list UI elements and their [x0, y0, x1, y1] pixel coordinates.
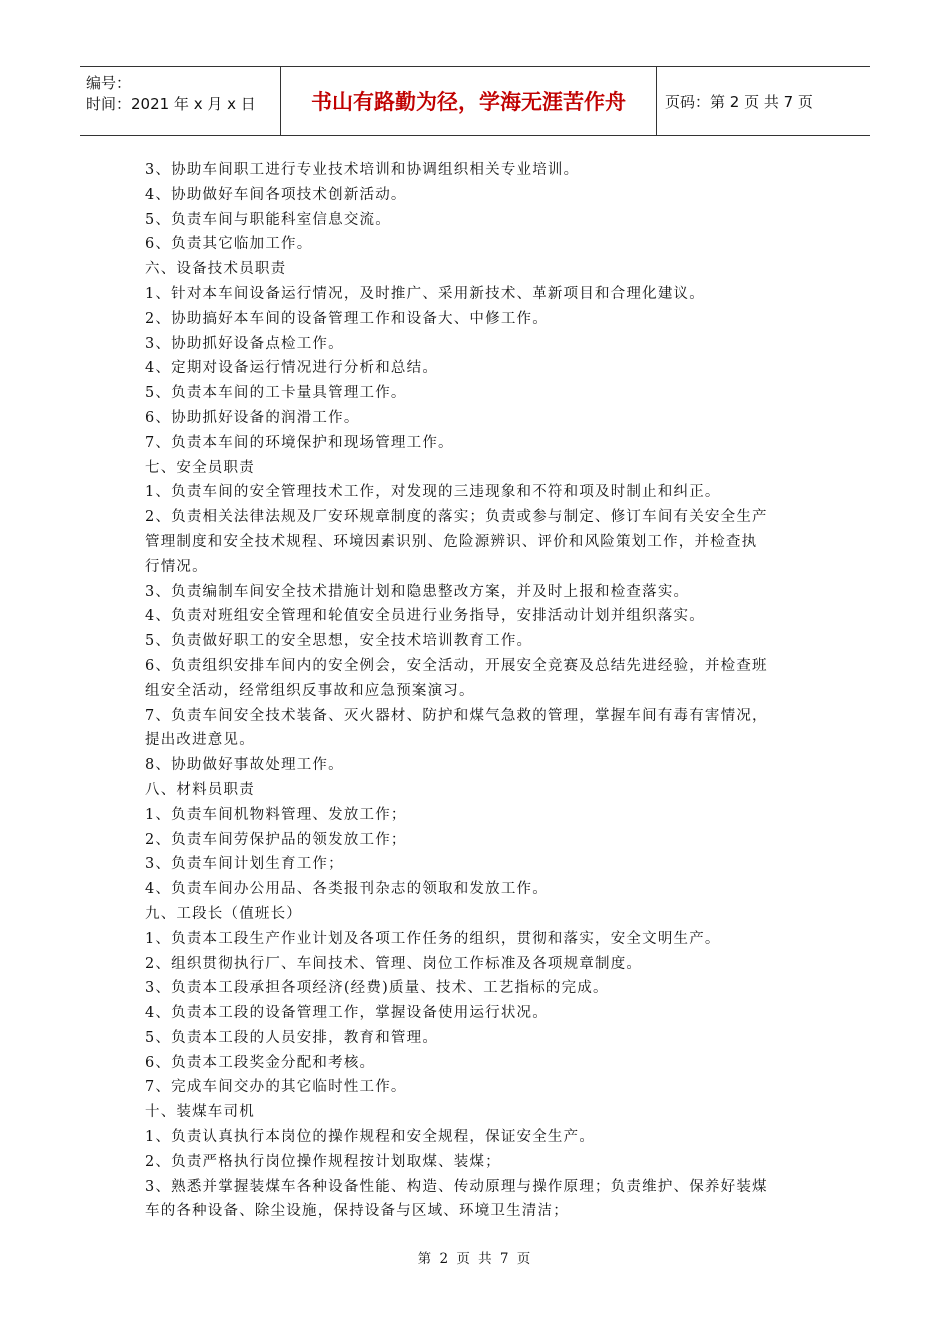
text-line: 7、负责车间安全技术装备、灭火器材、防护和煤气急救的管理，掌握车间有毒有害情况， [145, 707, 768, 724]
text-line: 4、定期对设备运行情况进行分析和总结。 [145, 360, 439, 377]
document-body [145, 158, 810, 1224]
text-line: 2、负责车间劳保护品的领发放工作； [145, 831, 407, 848]
text-line: 3、负责车间计划生育工作； [145, 856, 344, 873]
text-line: 1、负责本工段生产作业计划及各项工作任务的组织，贯彻和落实，安全文明生产。 [145, 930, 721, 947]
text-line: 3、协助抓好设备点检工作。 [145, 335, 344, 352]
document-number-label: 编号： [86, 74, 132, 92]
text-line: 5、负责车间与职能科室信息交流。 [145, 211, 391, 228]
text-line: 6、负责本工段奖金分配和考核。 [145, 1054, 376, 1071]
text-line: 4、负责本工段的设备管理工作，掌握设备使用运行状况。 [145, 1005, 548, 1022]
text-line: 5、负责做好职工的安全思想，安全技术培训教育工作。 [145, 633, 533, 650]
text-line: 2、协助搞好本车间的设备管理工作和设备大、中修工作。 [145, 310, 548, 327]
text-line: 2、负责严格执行岗位操作规程按计划取煤、装煤； [145, 1153, 501, 1170]
text-line: 3、熟悉并掌握装煤车各种设备性能、构造、传动原理与操作原理；负责维护、保养好装煤 [145, 1178, 768, 1195]
text-line: 3、负责本工段承担各项经济(经费)质量、技术、工艺指标的完成。 [145, 980, 609, 997]
text-line: 4、负责对班组安全管理和轮值安全员进行业务指导，安排活动计划并组织落实。 [145, 608, 705, 625]
header-meta [80, 67, 280, 135]
text-line: 十、装煤车司机 [145, 1104, 255, 1121]
text-line: 1、针对本车间设备运行情况，及时推广、采用新技术、革新项目和合理化建议。 [145, 285, 705, 302]
text-line: 管理制度和安全技术规程、环境因素识别、危险源辨识、评价和风险策划工作，并检查执 [145, 533, 758, 550]
header-motto: 书山有路勤为径，学海无涯苦作舟 [280, 67, 657, 135]
document-date: 时间：2021 年 x 月 x 日 [86, 95, 256, 113]
text-line: 7、完成车间交办的其它临时性工作。 [145, 1079, 407, 1096]
text-line: 4、负责车间办公用品、各类报刊杂志的领取和发放工作。 [145, 881, 548, 898]
text-line: 车的各种设备、除尘设施，保持设备与区域、环境卫生清洁； [145, 1203, 569, 1220]
text-line: 6、协助抓好设备的润滑工作。 [145, 409, 360, 426]
text-line: 行情况。 [145, 558, 208, 575]
text-line: 3、协助车间职工进行专业技术培训和协调组织相关专业培训。 [145, 162, 580, 178]
page-footer: 第 2 页 共 7 页 [417, 1251, 533, 1267]
text-line: 1、负责认真执行本岗位的操作规程和安全规程，保证安全生产。 [145, 1129, 596, 1146]
text-line: 1、负责车间机物料管理、发放工作； [145, 806, 407, 823]
text-line: 六、设备技术员职责 [145, 261, 287, 278]
text-line: 2、组织贯彻执行厂、车间技术、管理、岗位工作标准及各项规章制度。 [145, 955, 643, 972]
text-line: 3、负责编制车间安全技术措施计划和隐患整改方案，并及时上报和检查落实。 [145, 583, 690, 600]
text-line: 6、负责组织安排车间内的安全例会，安全活动，开展安全竞赛及总结先进经验，并检查班 [145, 657, 768, 674]
header-page-info: 页码：第 2 页 共 7 页 [665, 92, 813, 111]
text-line: 组安全活动，经常组织反事故和应急预案演习。 [145, 682, 475, 699]
text-line: 5、负责本车间的工卡量具管理工作。 [145, 385, 407, 402]
text-line: 7、负责本车间的环境保护和现场管理工作。 [145, 434, 454, 451]
text-line: 4、协助做好车间各项技术创新活动。 [145, 186, 407, 203]
text-line: 6、负责其它临加工作。 [145, 236, 313, 253]
text-line: 2、负责相关法律法规及厂安环规章制度的落实；负责或参与制定、修订车间有关安全生产 [145, 509, 768, 526]
text-line: 提出改进意见。 [145, 732, 255, 749]
page-header [80, 66, 870, 136]
text-line: 七、安全员职责 [145, 459, 255, 476]
text-line: 八、材料员职责 [145, 781, 255, 798]
text-line: 1、负责车间的安全管理技术工作，对发现的三违现象和不符和项及时制止和纠正。 [145, 484, 721, 501]
text-line: 九、工段长（值班长） [145, 905, 302, 922]
text-line: 8、协助做好事故处理工作。 [145, 757, 344, 774]
text-line: 5、负责本工段的人员安排，教育和管理。 [145, 1029, 439, 1046]
